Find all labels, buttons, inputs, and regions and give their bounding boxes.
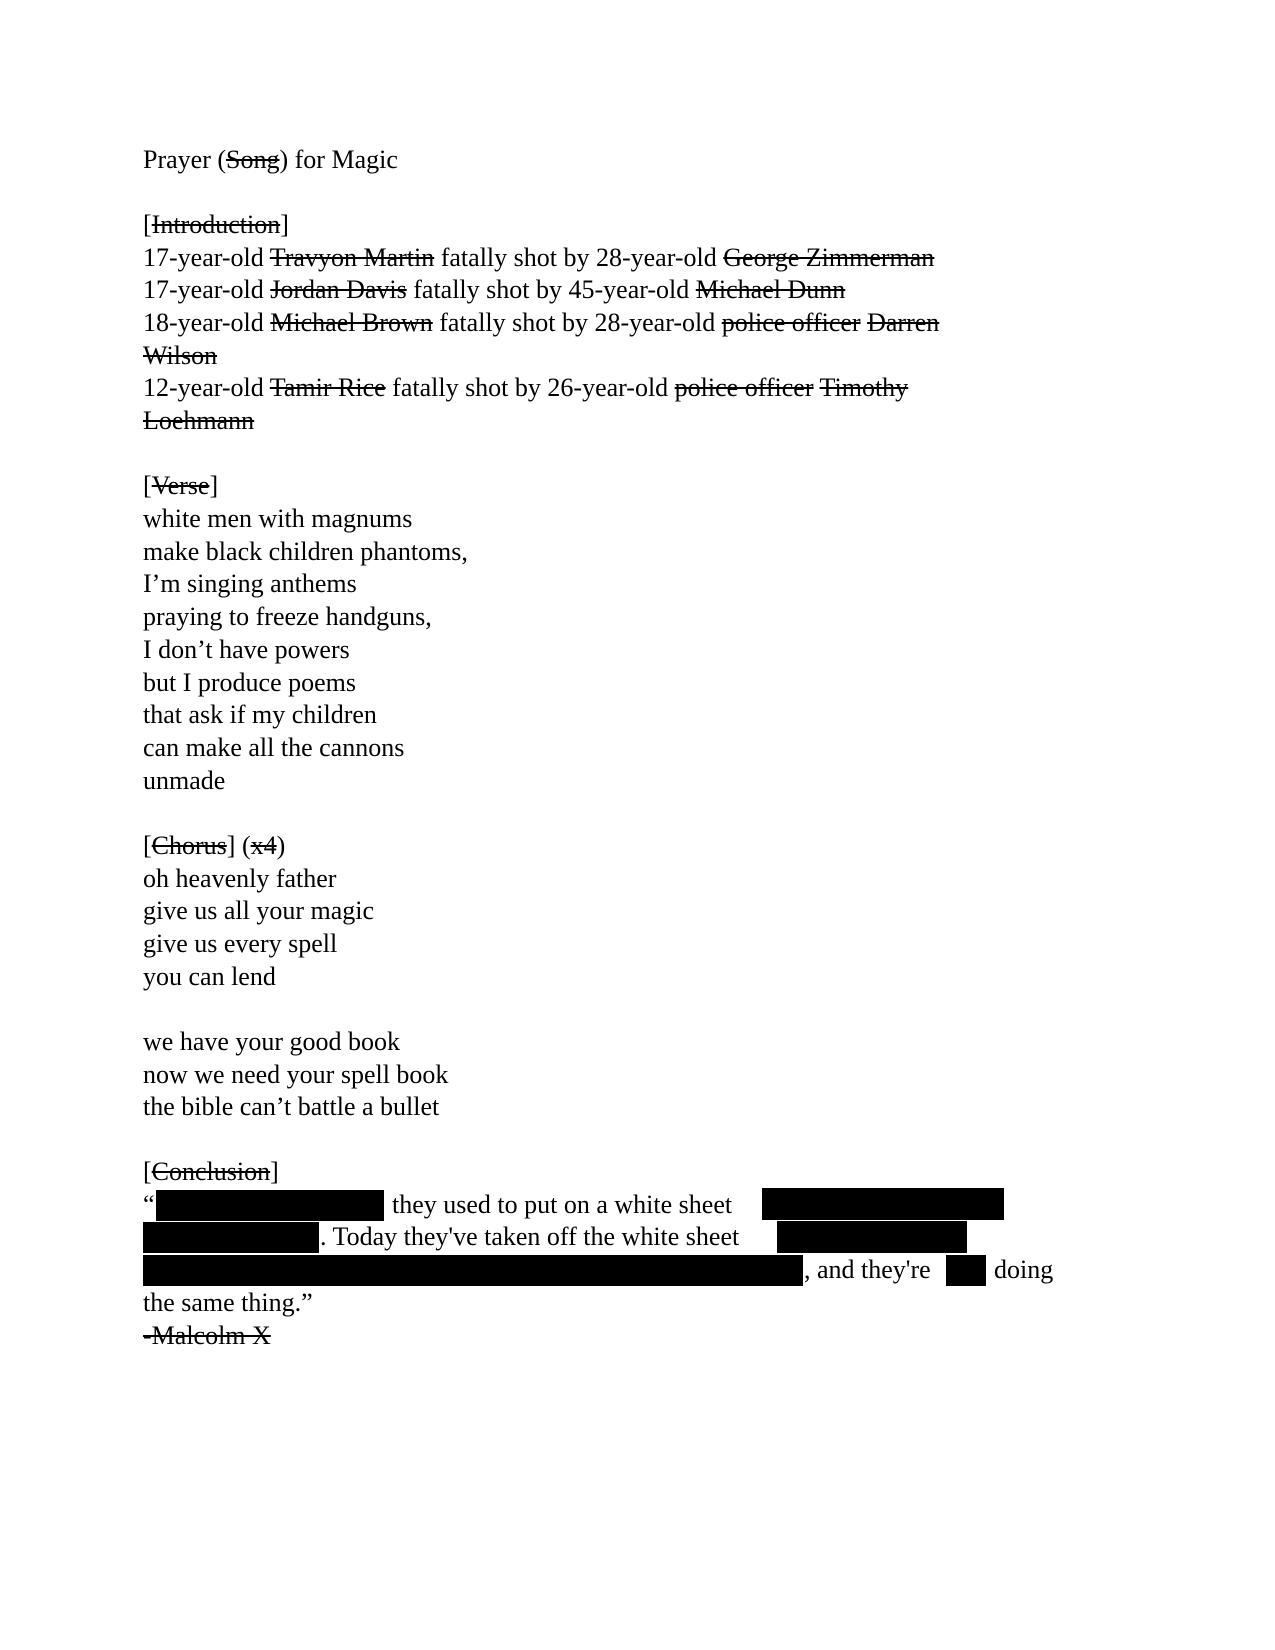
quote-fragment-3: , and they're — [804, 1255, 931, 1284]
quote-last-line: the same thing.” — [143, 1288, 313, 1317]
chorus-repeat: x4 — [250, 831, 277, 860]
victim-name: Travyon Martin — [269, 243, 435, 272]
victim-age: 17-year-old — [143, 243, 270, 272]
conclusion-header: [Conclusion] — [143, 1157, 279, 1186]
intro-line-3 — [143, 307, 1013, 372]
chorus-line: give us all your magic — [143, 896, 375, 925]
chorus-line: give us every spell — [143, 929, 338, 958]
shooter-name: Timothy Loehmann — [143, 373, 909, 435]
victim-age: 12-year-old — [143, 373, 270, 402]
title-struck-word: Song — [226, 145, 280, 174]
bridge-line: we have your good book — [143, 1027, 401, 1056]
title-text: Prayer ( — [143, 145, 227, 174]
victim-age: 18-year-old — [143, 308, 271, 337]
shooter-name: George Zimmerman — [723, 243, 935, 272]
redaction-block — [143, 1222, 319, 1253]
introduction-label: Introduction — [151, 210, 281, 239]
shooter-role: police officer — [674, 373, 814, 402]
conclusion-label: Conclusion — [151, 1157, 271, 1186]
verse-line: but I produce poems — [143, 668, 357, 697]
quote-attribution: -Malcolm X — [143, 1321, 271, 1350]
shooter-age: fatally shot by 45-year-old — [406, 275, 696, 304]
quote-fragment-1: they used to put on a white sheet — [392, 1190, 733, 1219]
bridge-line: the bible can’t battle a bullet — [143, 1092, 440, 1121]
shooter-age: fatally shot by 28-year-old — [434, 243, 724, 272]
verse-line: that ask if my children — [143, 700, 377, 729]
verse-label: Verse — [151, 471, 210, 500]
redaction-block — [762, 1188, 1004, 1220]
redaction-block — [143, 1255, 803, 1286]
shooter-age: fatally shot by 26-year-old — [385, 373, 675, 402]
chorus-header: [Chorus] (x4) — [143, 831, 286, 860]
introduction-header: [Introduction] — [143, 210, 289, 239]
intro-line-2 — [143, 274, 845, 307]
quote-open-mark: “ — [143, 1190, 155, 1219]
verse-line: unmade — [143, 766, 226, 795]
victim-name: Jordan Davis — [270, 275, 407, 304]
intro-line-4 — [143, 372, 983, 437]
shooter-age: fatally shot by 28-year-old — [432, 308, 722, 337]
victim-name: Tamir Rice — [269, 373, 386, 402]
shooter-role: police officer — [721, 308, 861, 337]
verse-line: praying to freeze handguns, — [143, 602, 432, 631]
redaction-block — [946, 1255, 986, 1286]
quote-fragment-2: . Today they've taken off the white sheet — [320, 1222, 740, 1251]
quote-fragment-4: doing — [994, 1255, 1054, 1284]
chorus-label: Chorus — [151, 831, 227, 860]
bridge-line: now we need your spell book — [143, 1060, 449, 1089]
verse-line: I don’t have powers — [143, 635, 350, 664]
redaction-block — [777, 1221, 967, 1253]
chorus-line: you can lend — [143, 962, 276, 991]
chorus-line: oh heavenly father — [143, 864, 337, 893]
redaction-block — [156, 1190, 384, 1221]
intro-line-1 — [143, 242, 934, 275]
verse-header: [Verse] — [143, 471, 219, 500]
verse-line: can make all the cannons — [143, 733, 405, 762]
title-text-end: ) for Magic — [279, 145, 398, 174]
poem-title — [143, 144, 398, 177]
shooter-name: Darren Wilson — [143, 308, 940, 370]
victim-name: Michael Brown — [270, 308, 433, 337]
shooter-name: Michael Dunn — [695, 275, 846, 304]
verse-line: make black children phantoms, — [143, 537, 468, 566]
victim-age: 17-year-old — [143, 275, 271, 304]
verse-line: I’m singing anthems — [143, 569, 357, 598]
verse-line: white men with magnums — [143, 504, 413, 533]
